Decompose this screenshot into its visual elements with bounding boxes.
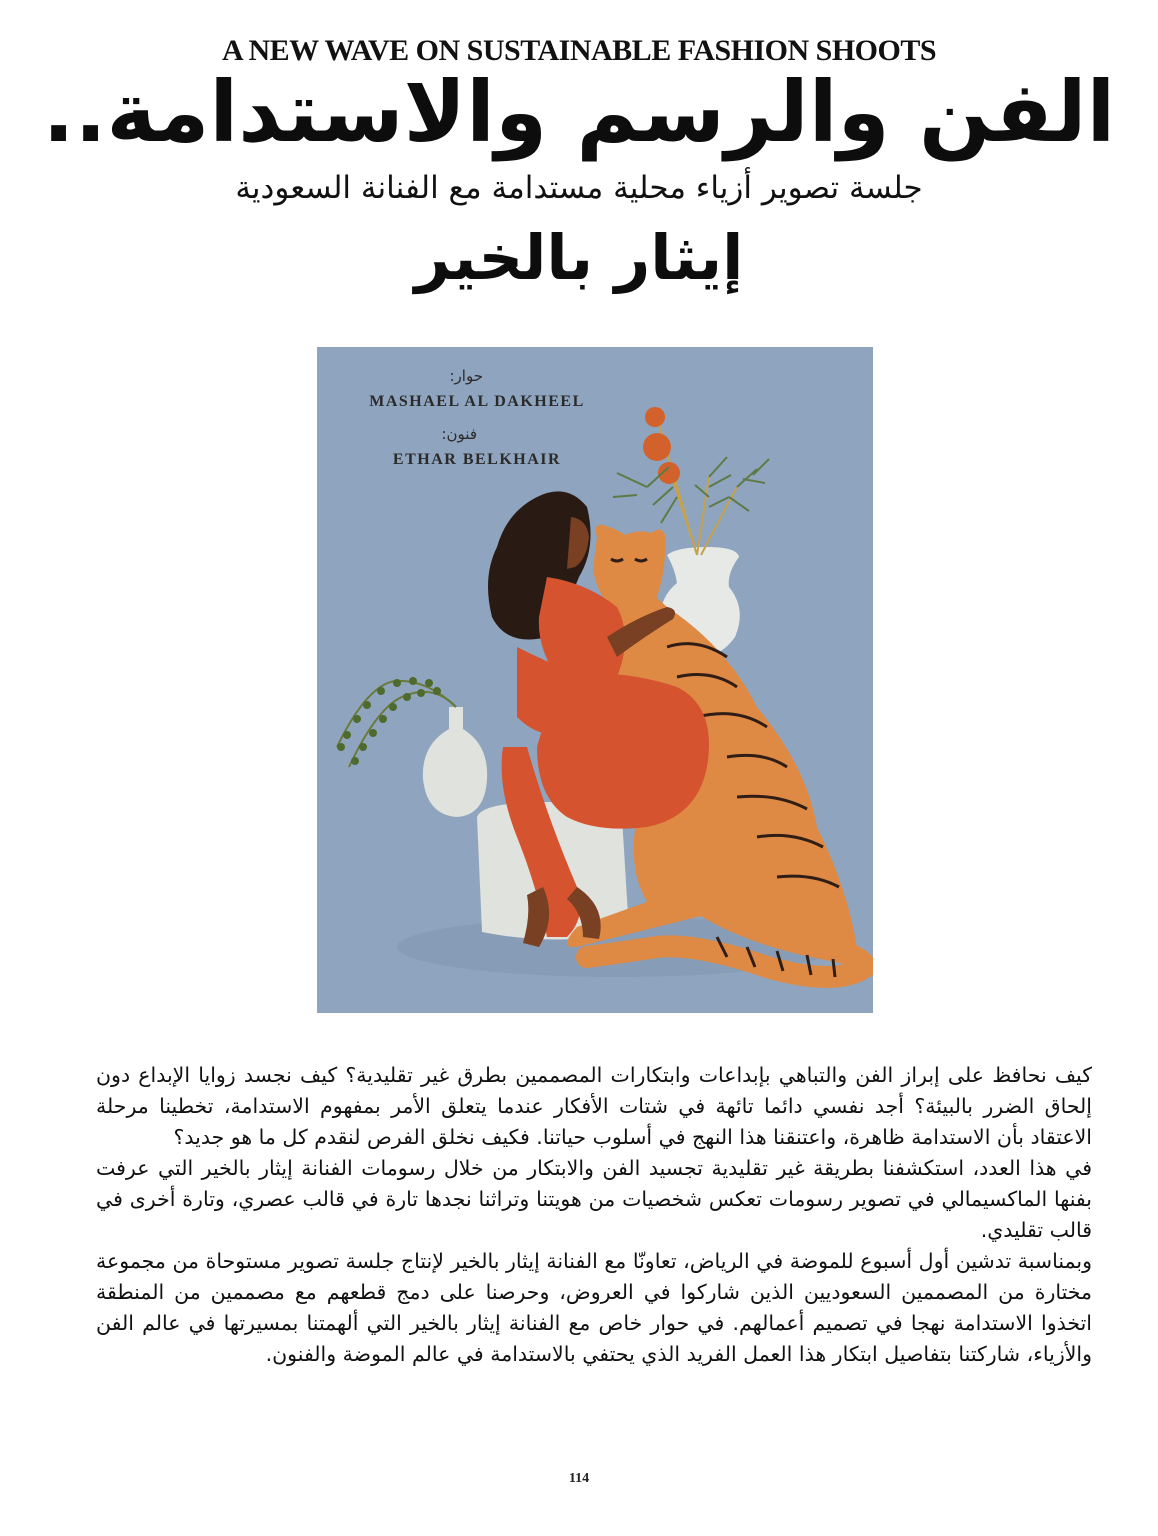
article-paragraph: في هذا العدد، استكشفنا بطريقة غير تقليدية تجسيد الفن والابتكار من خلال رسومات الفنانة إيثار بالخير التي عرفت بفنها الماكسيمالي في تصوير رسومات تعكس شخصيات من هويتنا وتراثنا نجدها تارة في قالب عصري، وتارة أخرى في قالب تقليدي.	[96, 1156, 1092, 1242]
arts-label: فنون:	[441, 425, 477, 443]
interview-label: حوار:	[449, 367, 483, 385]
interviewer-name: MASHAEL AL DAKHEEL	[369, 393, 585, 410]
kicker-title: A NEW WAVE ON SUSTAINABLE FASHION SHOOTS	[221, 34, 937, 67]
article-paragraph: وبمناسبة تدشين أول أسبوع للموضة في الرياض، تعاونّا مع الفنانة إيثار بالخير لإنتاج جلسة تصوير مستوحاة من مجموعة مختارة من المصممين السعوديين الذين شاركوا في العروض، وحرصنا على دمج قطعهم مع مصممين من المنطقة اتخذوا الاستدامة نهجا في تصميم أعمالهم. في حوار خاص مع الفنانة إيثار بالخير التي ألهمتنا بمسيرتها في عالم الفن والأزياء، شاركتنا بتفاصيل ابتكار هذا العمل الفريد الذي يحتفي بالاستدامة في عالم الموضة والفنون.	[96, 1249, 1092, 1366]
illustration	[317, 347, 873, 1013]
headline: الفن والرسم والاستدامة..	[42, 63, 1116, 161]
small-vase-icon	[337, 677, 487, 817]
subheadline: جلسة تصوير أزياء محلية مستدامة مع الفنانة السعودية	[235, 170, 923, 206]
artist-name-title: إيثار بالخير	[414, 221, 744, 294]
woman-with-tiger-artwork	[317, 347, 873, 1013]
page-number: 114	[568, 1471, 590, 1486]
article-paragraph: كيف نحافظ على إبراز الفن والتباهي بإبداعات وابتكارات المصممين بطرق غير تقليدية؟ كيف نجسد زوايا الإبداع دون إلحاق الضرر بالبيئة؟ أجد نفسي دائما تائهة في شتات الأفكار عندما يتعلق الأمر بمفهوم الاستدامة، تخطينا مرحلة الاعتقاد بأن الاستدامة ظاهرة، واعتنقنا هذا النهج في أسلوب حياتنا. فكيف نخلق الفرص لنقدم كل ما هو جديد؟	[96, 1063, 1092, 1149]
article-body	[96, 1060, 1092, 1370]
artist-credit-name: ETHAR BELKHAIR	[392, 451, 562, 468]
